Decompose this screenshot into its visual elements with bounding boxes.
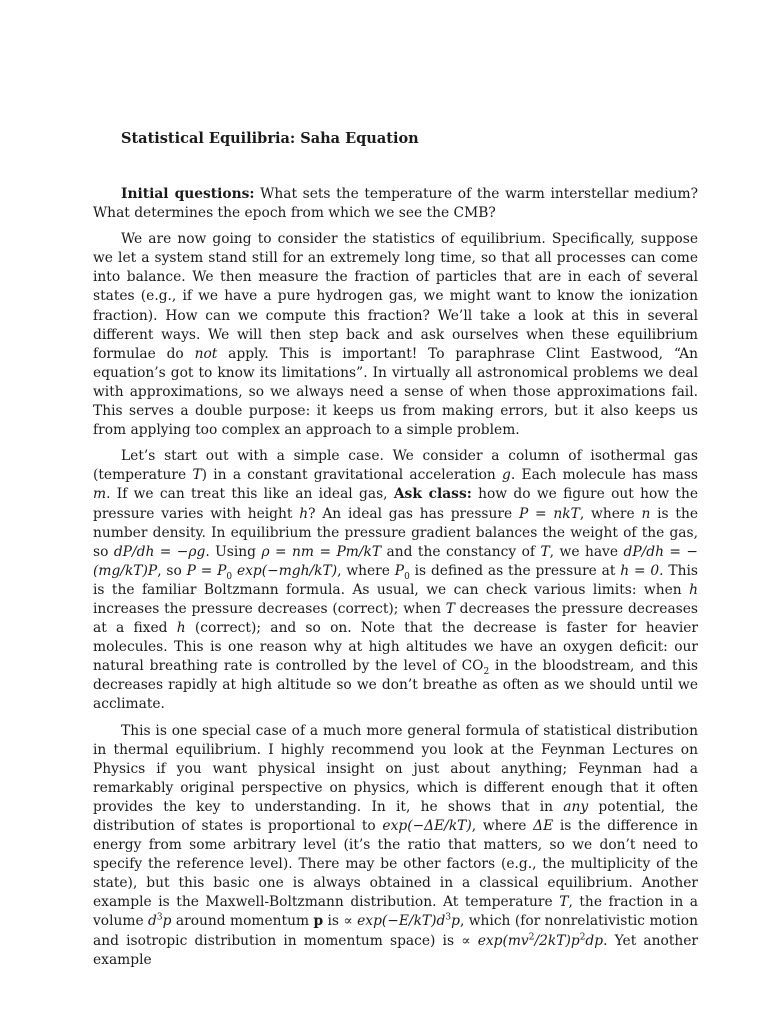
text-run: is the difference in energy from some arbitrary level (it’s the ratio that matters, so we don’t need to specify the reference level). There may be other factors (e.g., the multiplicity of the state), but this basic one is always obtained in a classical equilibrium. Another example is the Maxwell-Boltzmann distribution. At temperature [93, 818, 699, 911]
math-subscript: 2 [483, 667, 490, 677]
text-run: is defined as the pressure at [409, 562, 621, 579]
math-equation: dP/dh = −ρg [113, 543, 206, 560]
text-run: , so [157, 562, 187, 579]
math-var: T [540, 543, 550, 560]
text-run: is [323, 913, 344, 930]
paragraph-general-formula [93, 722, 698, 970]
text-run: around momentum [171, 913, 314, 930]
math-subscript: 0 [404, 571, 410, 582]
math-equation: ΔE [533, 818, 554, 834]
math-equation: exp(−ΔE/kT) [382, 818, 472, 834]
text-run: , we have [549, 543, 624, 560]
text-run: potential, the distribution of states is proportional to [93, 798, 698, 834]
math-superscript: 3 [156, 912, 163, 923]
text-run: apply. This is important! To paraphrase Clint Eastwood, “An equation’s got to know its limitations”. In virtually all astronomical problems we deal with approximations, so we always need a sense of when those approximations fail. This serves a double purpose: it keeps us from making errors, but it also keeps us from applying too complex an approach to a simple problem. [93, 345, 698, 439]
emphasis-any: any [563, 798, 589, 815]
text-run: increases the pressure decreases (correct); when [93, 600, 446, 617]
text-run: how do we figure out how the pressure varies with height [93, 486, 699, 522]
text-run: (correct); and so on. Note that the decrease is faster for heavier molecules. This is one reason why at high altitudes we have an oxygen deficit: our natural breathing rate is controlled by the level of CO [93, 620, 698, 675]
text-run: , the fraction in a volume [93, 894, 698, 930]
text-run: . Using [205, 543, 262, 560]
text-run: , where [337, 562, 395, 579]
math-var: n [641, 505, 651, 522]
math-equation: P = nkT [518, 505, 580, 522]
math-var: m [93, 486, 107, 503]
text-run: , where [471, 818, 534, 834]
text-run: in the bloodstream, and this decreases rapidly at high altitude so we don’t breathe as often as we should until we acclimate. [93, 658, 698, 713]
math-var: g [502, 467, 511, 484]
ask-class-label: Ask class: [393, 486, 472, 503]
math-equation: p [162, 913, 172, 930]
text-run: , where [579, 505, 642, 522]
math-equation: ∝ exp(−E/kT)d [343, 913, 446, 930]
math-equation: dp [585, 932, 604, 949]
text-run: . Each molecule has mass [510, 467, 698, 484]
math-var: T [559, 894, 569, 911]
math-equation: exp(−mgh/kT) [232, 562, 338, 579]
math-var: T [445, 600, 455, 617]
math-equation: ρ = nm = Pm/kT [261, 543, 382, 560]
text-run: is the number density. In equilibrium the pressure gradient balances the weight of the gas, so [93, 505, 699, 560]
text-run: We are now going to consider the statistics of equilibrium. Specifically, suppose we let a system stand still for an extremely long time, so that all processes can come into balance. We then measure the fraction of particles that are in each of several states (e.g., if we have a pure hydrogen gas, we might want to know the ionization fraction). How can we compute this fraction? We’ll take a look at this in several different ways. We will then step back and ask ourselves when these equilibrium formulae do [93, 231, 698, 362]
document-title: Statistical Equilibria: Saha Equation [121, 130, 419, 147]
text-run: decreases the pressure decreases at a fixed [93, 600, 698, 637]
emphasis-not: not [194, 345, 218, 362]
text-run: . Yet another example [93, 932, 699, 968]
text-run: ? An ideal gas has pressure [308, 505, 519, 522]
math-subscript: 0 [226, 571, 233, 582]
math-var: T [192, 467, 202, 484]
text-run: . This is the familiar Boltzmann formula. As usual, we can check various limits: when [93, 562, 698, 598]
math-equation: /2kT)p [534, 932, 580, 949]
math-equation: d [148, 913, 157, 930]
math-equation: dP/dh = −(mg/kT)P [93, 543, 698, 579]
math-var: h [176, 620, 186, 637]
math-var: P [394, 562, 405, 579]
document-body [93, 185, 698, 977]
math-equation: P = P [186, 562, 227, 579]
math-superscript: 3 [445, 912, 452, 923]
text-run: This is one special case of a much more general formula of statistical distribution in thermal equilibrium. I highly recommend you look at the Feynman Lectures on Physics if you want physical insight on just about anything; Feynman had a remarkably original perspective on physics, which is different enough that it often provides the key to understanding. In it, he shows that in [93, 722, 698, 815]
paragraph-initial-questions [93, 185, 698, 223]
math-superscript: 2 [579, 931, 586, 942]
paragraph-equilibrium-intro [93, 230, 698, 440]
text-run: , which (for nonrelativistic motion and isotropic distribution in momentum space) is [93, 913, 698, 949]
text-run: Let’s start out with a simple case. We consider a column of isothermal gas (temperature [93, 448, 698, 484]
math-vector: p [313, 913, 324, 930]
math-equation: h = 0 [620, 562, 660, 579]
initial-questions-label: Initial questions: [121, 186, 255, 202]
initial-questions-text: What sets the temperature of the warm interstellar medium? What determines the epoch from which we see the CMB? [93, 186, 698, 222]
math-equation: ∝ exp(mv [461, 932, 529, 949]
text-run: and the constancy of [381, 543, 541, 560]
math-superscript: 2 [528, 931, 535, 942]
text-run: . If we can treat this like an ideal gas, [106, 486, 394, 503]
math-var: h [689, 581, 698, 598]
text-run: ) in a constant gravitational acceleration [201, 467, 503, 484]
math-equation: p [451, 913, 460, 930]
math-var: h [299, 505, 309, 522]
paragraph-isothermal-gas [93, 447, 698, 714]
